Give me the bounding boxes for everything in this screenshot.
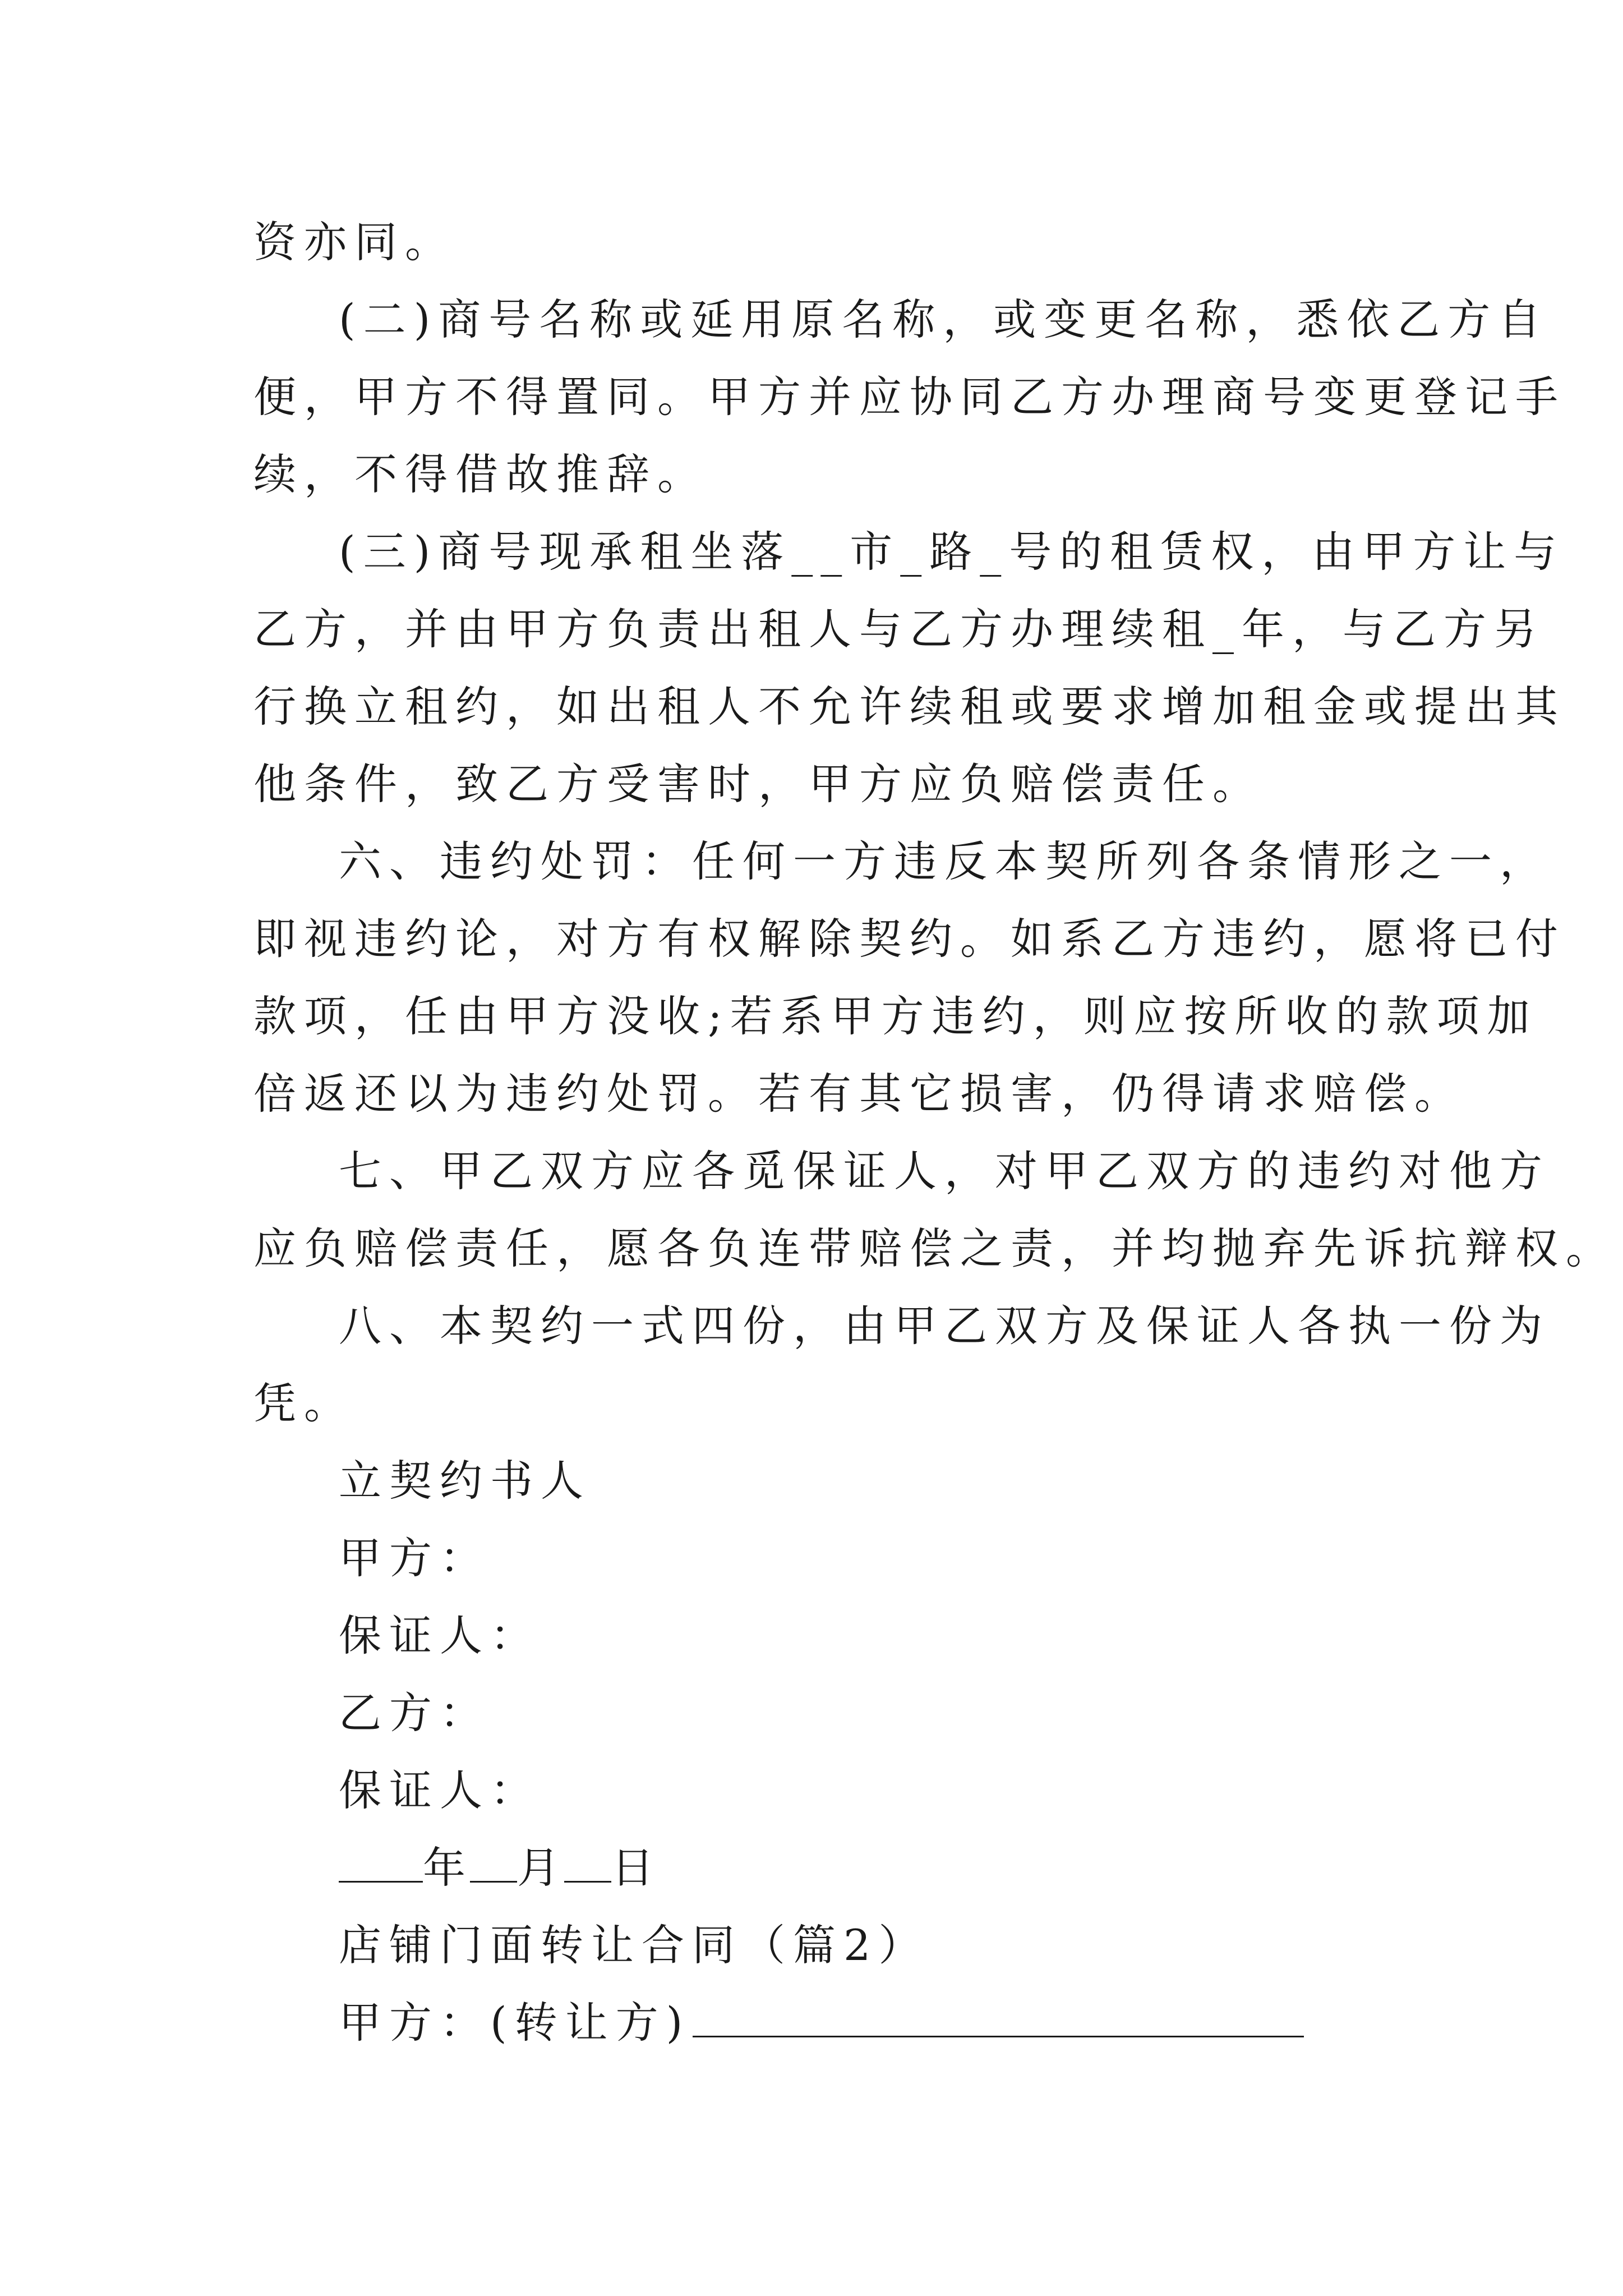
day-label: 日: [611, 1843, 654, 1893]
day-blank: [564, 1841, 611, 1883]
year-blank: [339, 1841, 423, 1883]
paragraph-line: (三)商号现承租坐落__市_路_号的租赁权，由甲方让与: [339, 527, 1565, 577]
paragraph-line: 行换立租约，如出租人不允许续租或要求增加租金或提出其: [253, 682, 1566, 731]
paragraph-line: 便，甲方不得置同。甲方并应协同乙方办理商号变更登记手: [253, 372, 1566, 422]
paragraph-line: 即视违约论，对方有权解除契约。如系乙方违约，愿将已付: [253, 914, 1566, 964]
transferor-blank: [693, 1995, 1304, 2037]
month-label: 月: [517, 1843, 560, 1893]
transferor-label: 甲方：(转让方): [339, 1998, 691, 2047]
paragraph-line: (二)商号名称或延用原名称，或变更名称，悉依乙方自: [339, 295, 1549, 344]
month-blank: [470, 1841, 517, 1883]
party-a-label: 甲方：: [339, 1533, 490, 1583]
paragraph-line: 款项，任由甲方没收;若系甲方违约，则应按所收的款项加: [253, 991, 1538, 1041]
paragraph-line: 凭。: [253, 1378, 354, 1428]
paragraph-line: 乙方，并由甲方负责出租人与乙方办理续租_年，与乙方另: [253, 604, 1544, 654]
paragraph-line: 六、违约处罚：任何一方违反本契所列各条情形之一，: [339, 836, 1550, 886]
paragraph-line: 倍返还以为违约处罚。若有其它损害，仍得请求赔偿。: [253, 1069, 1465, 1119]
paragraph-line: 资亦同。: [253, 217, 455, 267]
paragraph-line: 八、本契约一式四份，由甲乙双方及保证人各执一份为: [339, 1301, 1550, 1351]
date-line: [339, 1840, 654, 1896]
paragraph-line: 七、甲乙双方应各觅保证人，对甲乙双方的违约对他方: [339, 1146, 1550, 1196]
party-b-label: 乙方：: [339, 1688, 490, 1738]
transferor-line: [339, 1995, 1304, 2051]
guarantor-b-label: 保证人：: [339, 1765, 541, 1815]
paragraph-line: 应负赔偿责任，愿各负连带赔偿之责，并均抛弃先诉抗辩权。: [253, 1223, 1616, 1273]
contract-heading: 店铺门面转让合同（篇2）: [339, 1920, 929, 1970]
year-label: 年: [423, 1843, 465, 1893]
paragraph-line: 他条件，致乙方受害时，甲方应负赔偿责任。: [253, 759, 1263, 809]
guarantor-a-label: 保证人：: [339, 1611, 541, 1660]
signature-heading: 立契约书人: [339, 1456, 591, 1506]
paragraph-line: 续，不得借故推辞。: [253, 449, 708, 499]
